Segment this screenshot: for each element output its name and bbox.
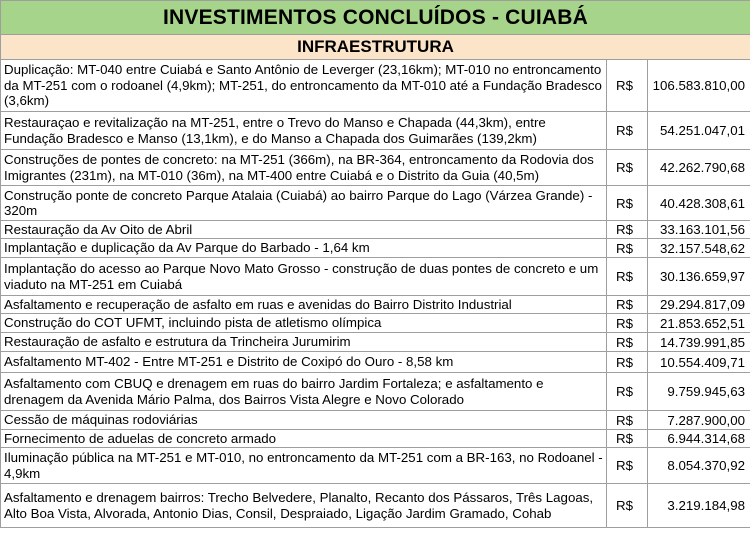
investment-description: Restauração de asfalto e estrutura da Trincheira Jurumirim <box>1 333 607 352</box>
table-row <box>1 186 750 221</box>
investment-value: 32.157.548,62 <box>648 239 750 258</box>
currency-symbol: R$ <box>607 430 648 448</box>
currency-symbol: R$ <box>607 112 648 150</box>
currency-symbol: R$ <box>607 239 648 258</box>
investment-description: Construções de pontes de concreto: na MT-251 (366m), na BR-364, entroncamento da Rodovia dos Imigrantes (231m), na MT-010 (36m), na MT-400 entre Cuiabá e o Distrito da Guia (40,5m) <box>1 150 607 186</box>
table-row <box>1 352 750 373</box>
table-row <box>1 314 750 333</box>
investment-value: 106.583.810,00 <box>648 60 750 112</box>
investment-value: 33.163.101,56 <box>648 221 750 239</box>
currency-symbol: R$ <box>607 411 648 430</box>
investment-description: Fornecimento de aduelas de concreto armado <box>1 430 607 448</box>
section-row <box>1 35 750 60</box>
investment-description: Restauraçao e revitalização na MT-251, entre o Trevo do Manso e Chapada (44,3km), entre Fundação Bradesco e Manso (13,1km), e do Manso a Chapada dos Guimarães (139,2km) <box>1 112 607 150</box>
table-row <box>1 258 750 296</box>
currency-symbol: R$ <box>607 60 648 112</box>
investment-description: Restauração da Av Oito de Abril <box>1 221 607 239</box>
investment-value: 40.428.308,61 <box>648 186 750 221</box>
table-row <box>1 333 750 352</box>
investment-value: 54.251.047,01 <box>648 112 750 150</box>
table-row <box>1 221 750 239</box>
currency-symbol: R$ <box>607 258 648 296</box>
investment-description: Construção do COT UFMT, incluindo pista de atletismo olímpica <box>1 314 607 333</box>
investment-description: Asfaltamento MT-402 - Entre MT-251 e Distrito de Coxipó do Ouro - 8,58 km <box>1 352 607 373</box>
investment-description: Cessão de máquinas rodoviárias <box>1 411 607 430</box>
table-row <box>1 150 750 186</box>
table-row <box>1 430 750 448</box>
table-row <box>1 484 750 528</box>
currency-symbol: R$ <box>607 296 648 314</box>
investment-value: 10.554.409,71 <box>648 352 750 373</box>
table-row <box>1 373 750 411</box>
table-row <box>1 60 750 112</box>
investment-value: 42.262.790,68 <box>648 150 750 186</box>
investment-value: 30.136.659,97 <box>648 258 750 296</box>
currency-symbol: R$ <box>607 484 648 528</box>
investment-description: Asfaltamento e drenagem bairros: Trecho Belvedere, Planalto, Recanto dos Pássaros, Três Lagoas, Alto Boa Vista, Alvorada, Antonio Dias, Consil, Despraiado, Ligação Jardim Gramado, Cohab <box>1 484 607 528</box>
currency-symbol: R$ <box>607 448 648 484</box>
investment-value: 21.853.652,51 <box>648 314 750 333</box>
table-row <box>1 112 750 150</box>
investment-description: Implantação e duplicação da Av Parque do Barbado - 1,64 km <box>1 239 607 258</box>
currency-symbol: R$ <box>607 333 648 352</box>
table-row <box>1 239 750 258</box>
currency-symbol: R$ <box>607 352 648 373</box>
investment-value: 6.944.314,68 <box>648 430 750 448</box>
investment-description: Duplicação: MT-040 entre Cuiabá e Santo Antônio de Leverger (23,16km); MT-010 no entroncamento da MT-251 com o rodoanel (4,9km); MT-251, do entroncamento da MT-010 até a Fundação Bradesco (3,6km) <box>1 60 607 112</box>
investment-description: Iluminação pública na MT-251 e MT-010, no entroncamento da MT-251 com a BR-163, no Rodoanel - 4,9km <box>1 448 607 484</box>
table-row <box>1 448 750 484</box>
currency-symbol: R$ <box>607 314 648 333</box>
investment-description: Implantação do acesso ao Parque Novo Mato Grosso - construção de duas pontes de concreto e um viaduto na MT-251 em Cuiabá <box>1 258 607 296</box>
investment-value: 3.219.184,98 <box>648 484 750 528</box>
investment-description: Asfaltamento e recuperação de asfalto em ruas e avenidas do Bairro Distrito Industrial <box>1 296 607 314</box>
currency-symbol: R$ <box>607 150 648 186</box>
investment-description: Construção ponte de concreto Parque Atalaia (Cuiabá) ao bairro Parque do Lago (Várzea Grande) - 320m <box>1 186 607 221</box>
investment-value: 29.294.817,09 <box>648 296 750 314</box>
currency-symbol: R$ <box>607 373 648 411</box>
sheet-title: INVESTIMENTOS CONCLUÍDOS - CUIABÁ <box>1 1 750 35</box>
currency-symbol: R$ <box>607 221 648 239</box>
title-row <box>1 1 750 35</box>
investment-value: 14.739.991,85 <box>648 333 750 352</box>
investment-value: 7.287.900,00 <box>648 411 750 430</box>
investment-value: 9.759.945,63 <box>648 373 750 411</box>
section-title: INFRAESTRUTURA <box>1 35 750 60</box>
investment-description: Asfaltamento com CBUQ e drenagem em ruas do bairro Jardim Fortaleza; e asfaltamento e drenagem da Avenida Mário Palma, dos Bairros Vista Alegre e Novo Colorado <box>1 373 607 411</box>
currency-symbol: R$ <box>607 186 648 221</box>
investment-value: 8.054.370,92 <box>648 448 750 484</box>
table-row <box>1 296 750 314</box>
table-row <box>1 411 750 430</box>
